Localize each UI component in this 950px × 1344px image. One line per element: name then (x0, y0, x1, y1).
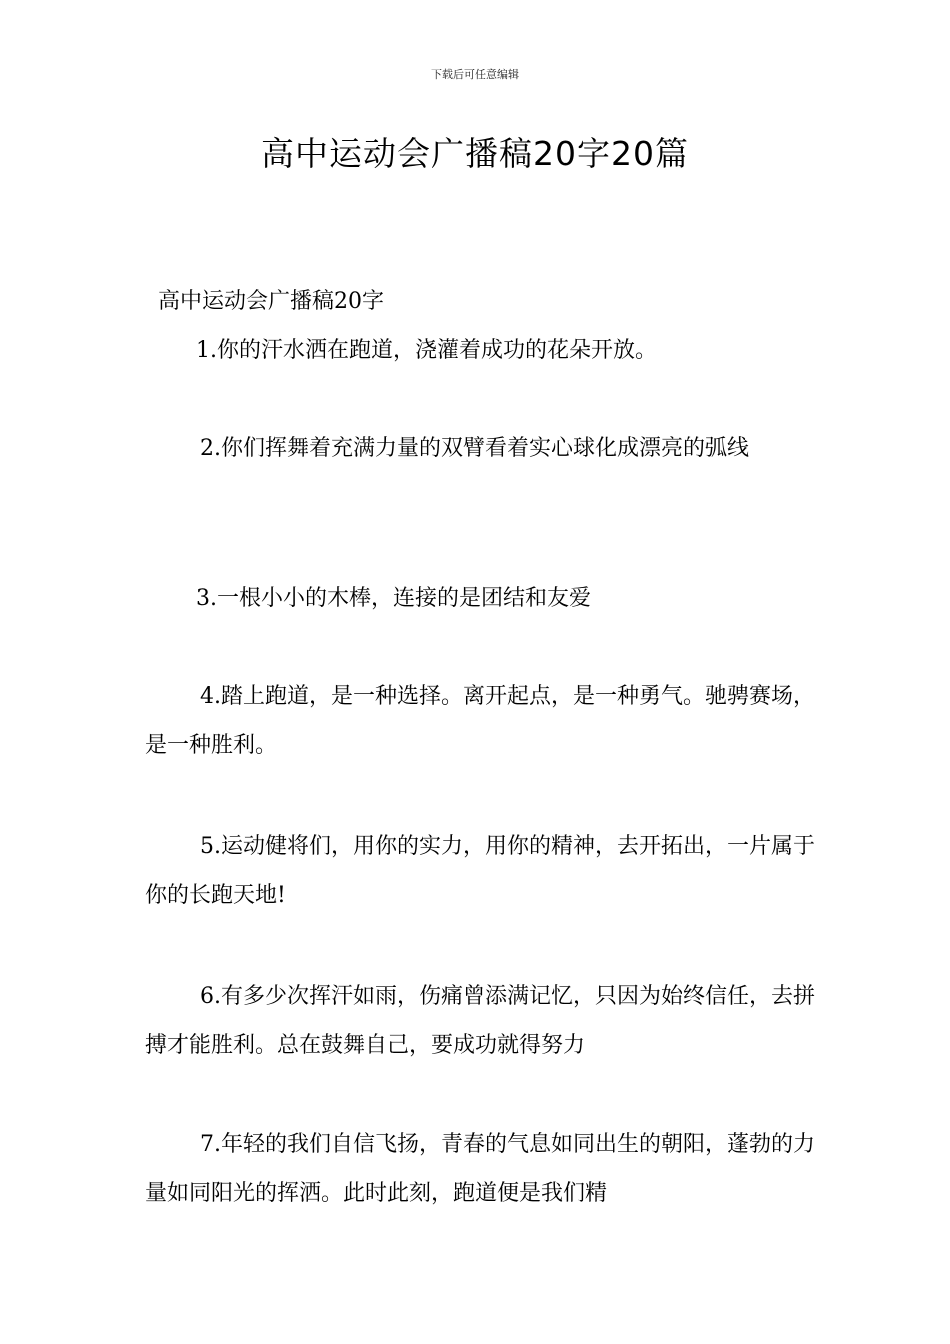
paragraph-6: 6.有多少次挥汗如雨，伤痛曾添满记忆，只因为始终信任，去拼搏才能胜利。总在鼓舞自己，要成功就得努力 (145, 984, 815, 1058)
paragraph-1: 1.你的汗水洒在跑道，浇灌着成功的花朵开放。 (196, 338, 657, 363)
paragraph-7: 7.年轻的我们自信飞扬，青春的气息如同出生的朝阳，蓬勃的力量如同阳光的挥洒。此时此刻，跑道便是我们精 (145, 1132, 815, 1206)
section-subtitle: 高中运动会广播稿20字 (158, 289, 384, 314)
paragraph-2: 2.你们挥舞着充满力量的双臂看着实心球化成漂亮的弧线 (200, 436, 749, 461)
page-title: 高中运动会广播稿20字20篇 (261, 134, 689, 173)
header-note: 下载后可任意编辑 (431, 68, 519, 81)
paragraph-5: 5.运动健将们，用你的实力，用你的精神，去开拓出，一片属于你的长跑天地! (145, 834, 815, 908)
paragraph-4: 4.踏上跑道，是一种选择。离开起点，是一种勇气。驰骋赛场，是一种胜利。 (145, 684, 815, 758)
paragraph-3: 3.一根小小的木棒，连接的是团结和友爱 (196, 586, 591, 611)
